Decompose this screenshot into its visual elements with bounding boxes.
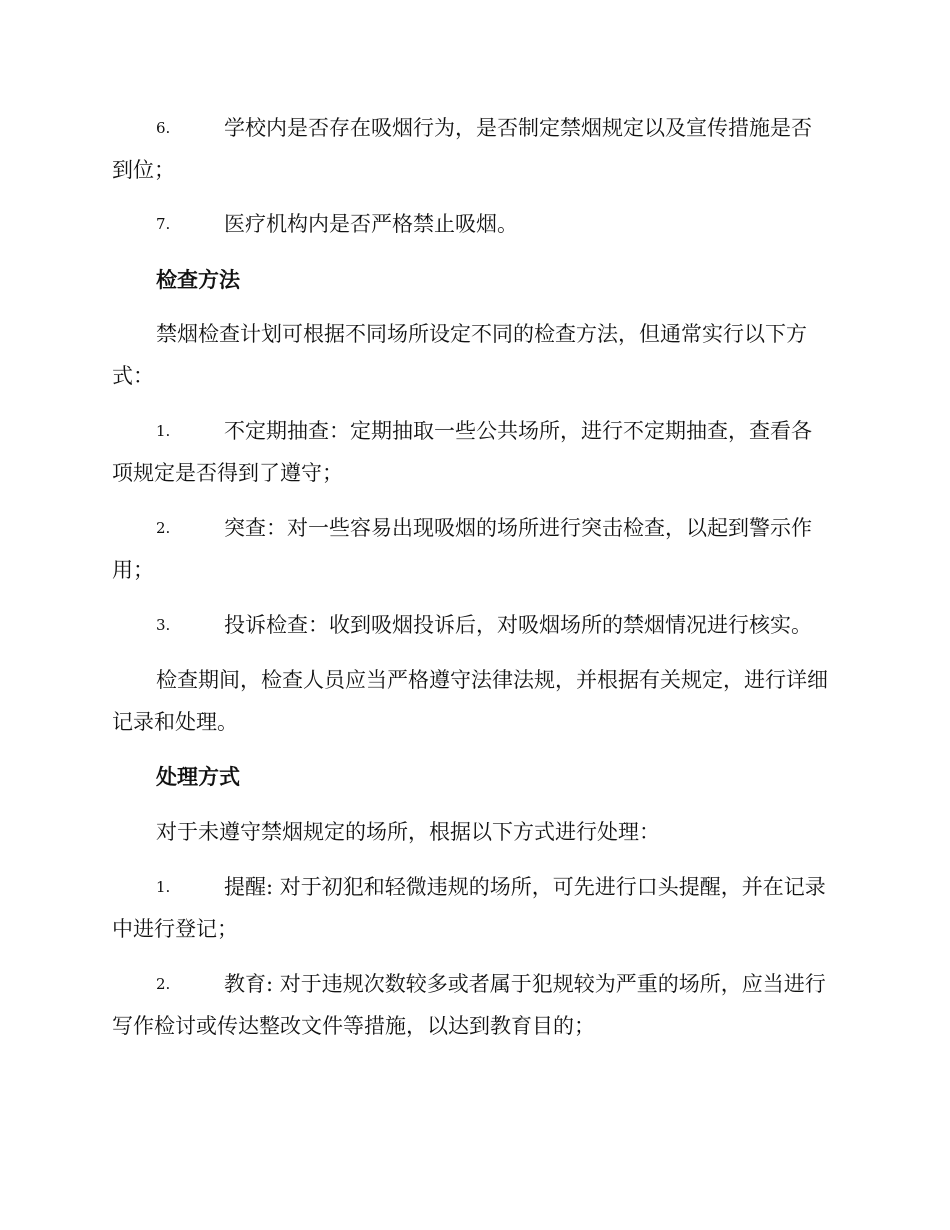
list-text: 提醒: 对于初犯和轻微违规的场所，可先进行口头提醒，并在记录中进行登记； bbox=[112, 875, 826, 941]
list-text: 突查：对一些容易出现吸烟的场所进行突击检查，以起到警示作用； bbox=[112, 516, 812, 582]
list-item bbox=[112, 203, 832, 245]
list-number: 1. bbox=[156, 878, 171, 896]
list-item bbox=[112, 604, 832, 646]
list-item bbox=[112, 963, 832, 1047]
list-text: 投诉检查：收到吸烟投诉后，对吸烟场所的禁烟情况进行核实。 bbox=[224, 613, 812, 637]
paragraph bbox=[112, 313, 832, 397]
list-number: 7. bbox=[156, 215, 171, 233]
list-number: 6. bbox=[156, 119, 171, 137]
section-heading-check: 检查方法 bbox=[156, 268, 240, 292]
list-item bbox=[112, 107, 832, 191]
list-item bbox=[112, 410, 832, 494]
list-item bbox=[112, 507, 832, 591]
list-item bbox=[112, 866, 832, 950]
paragraph-text: 检查期间，检查人员应当严格遵守法律法规，并根据有关规定，进行详细记录和处理。 bbox=[112, 668, 828, 734]
paragraph-text: 禁烟检查计划可根据不同场所设定不同的检查方法，但通常实行以下方式： bbox=[112, 322, 807, 388]
list-number: 1. bbox=[156, 422, 171, 440]
paragraph-text: 对于未遵守禁烟规定的场所，根据以下方式进行处理： bbox=[156, 820, 660, 844]
list-text: 不定期抽查：定期抽取一些公共场所，进行不定期抽查，查看各项规定是否得到了遵守； bbox=[112, 419, 812, 485]
list-number: 2. bbox=[156, 519, 171, 537]
list-number: 3. bbox=[156, 616, 171, 634]
paragraph bbox=[112, 811, 832, 853]
list-text: 教育: 对于违规次数较多或者属于犯规较为严重的场所，应当进行写作检讨或传达整改文件等措施，以达到教育目的； bbox=[112, 972, 826, 1038]
paragraph bbox=[112, 659, 832, 743]
list-number: 2. bbox=[156, 975, 171, 993]
list-text: 医疗机构内是否严格禁止吸烟。 bbox=[224, 212, 518, 236]
list-text: 学校内是否存在吸烟行为，是否制定禁烟规定以及宣传措施是否到位； bbox=[112, 116, 812, 182]
section-heading-handle: 处理方式 bbox=[156, 765, 240, 789]
